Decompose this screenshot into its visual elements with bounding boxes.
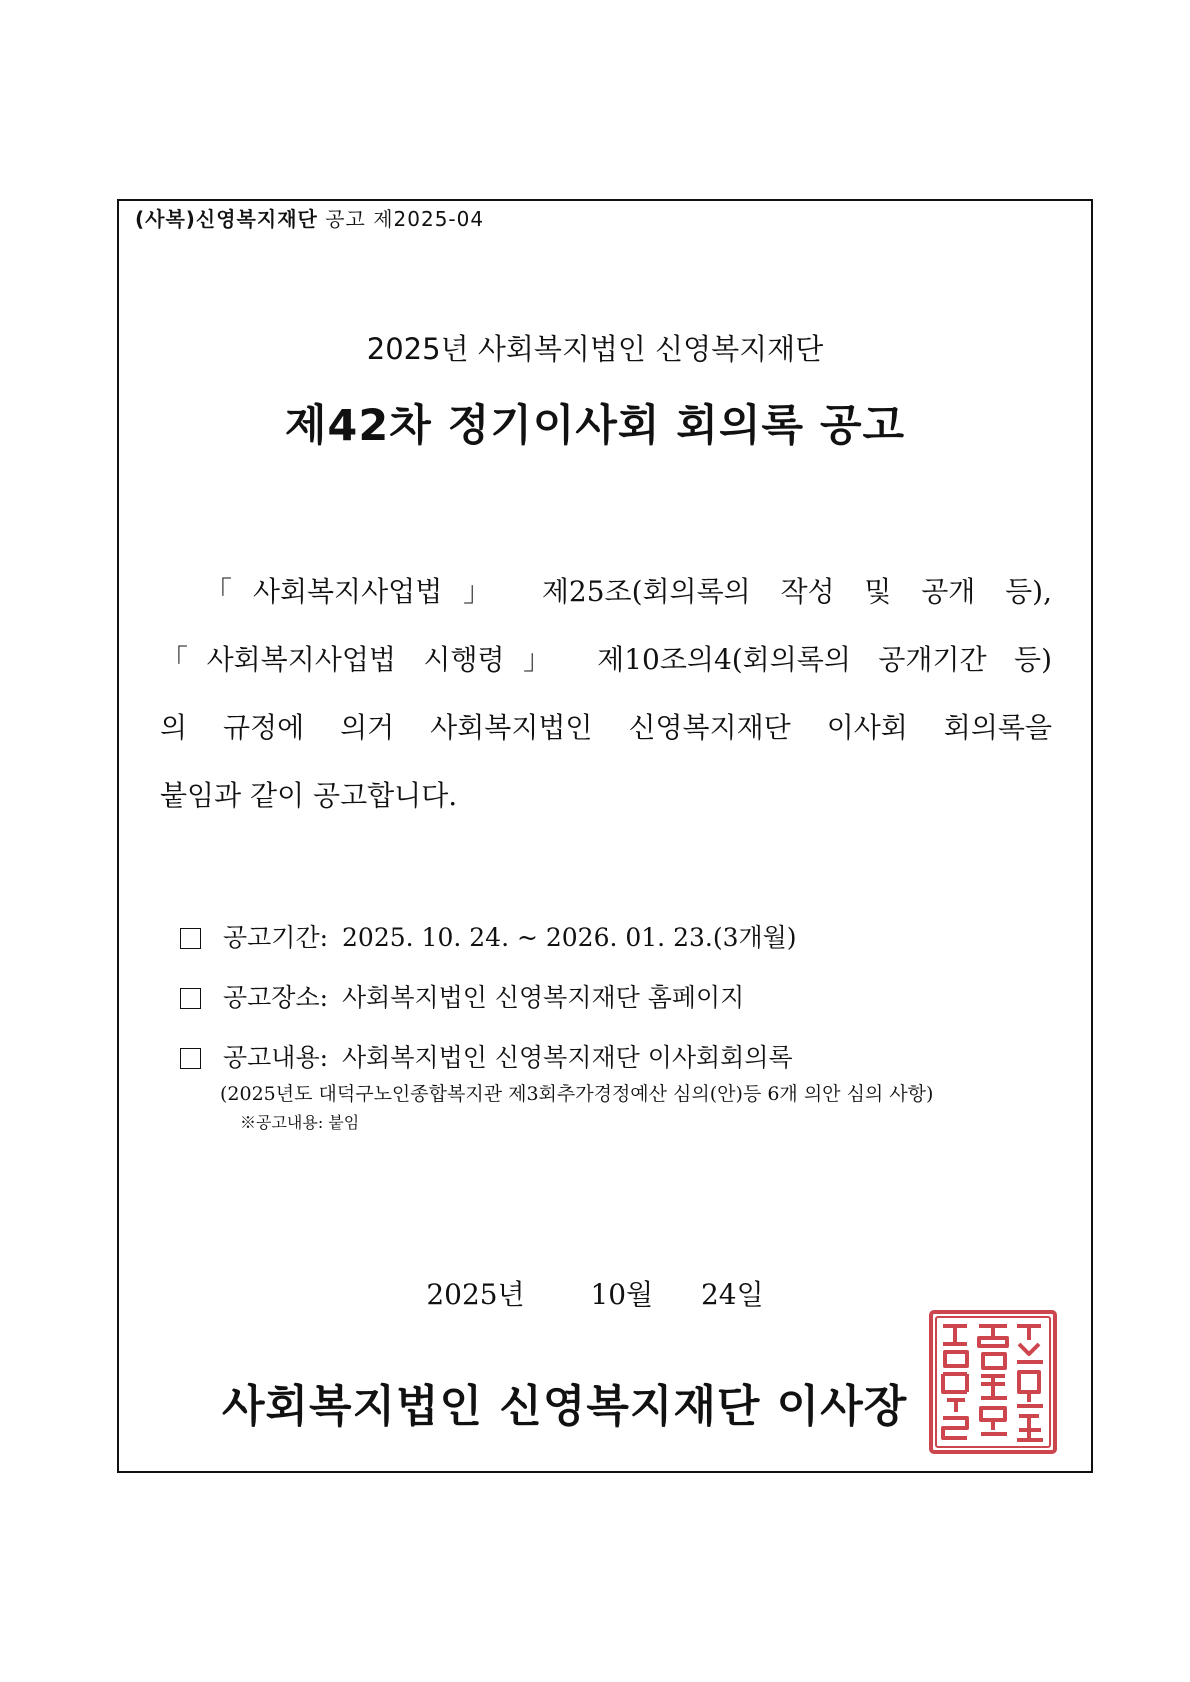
checkbox-icon bbox=[180, 988, 201, 1009]
notice-place-item bbox=[180, 968, 797, 1028]
item-value: 사회복지법인 신영복지재단 이사회회의록 bbox=[342, 1043, 793, 1072]
body-line: 「사회복지사업법」 제25조(회의록의 작성 및 공개 등), bbox=[204, 575, 1052, 608]
notice-list bbox=[180, 908, 797, 1088]
item-label: 공고내용: bbox=[223, 1043, 329, 1072]
body-paragraph bbox=[160, 558, 1052, 830]
date-year: 2025년 bbox=[426, 1278, 525, 1311]
date-day: 24일 bbox=[700, 1278, 764, 1311]
content-detail: (2025년도 대덕구노인종합복지관 제3회추가경정예산 심의(안)등 6개 의안 심의 사항) bbox=[220, 1083, 934, 1105]
body-line: 「사회복지사업법 시행령」 제10조의4(회의록의 공개기간 등) bbox=[160, 643, 1052, 676]
issuer-name: (사복)신영복지재단 bbox=[135, 207, 318, 231]
document-number bbox=[135, 203, 484, 232]
notice-date bbox=[0, 1273, 1190, 1313]
body-line: 의 규정에 의거 사회복지법인 신영복지재단 이사회 회의록을 bbox=[160, 711, 1052, 744]
item-value: 사회복지법인 신영복지재단 홈페이지 bbox=[342, 983, 745, 1012]
notice-period-item bbox=[180, 908, 797, 968]
checkbox-icon bbox=[180, 928, 201, 949]
signer-name: 사회복지법인 신영복지재단 이사장 bbox=[222, 1381, 908, 1432]
body-line: 붙임과 같이 공고합니다. bbox=[160, 779, 458, 812]
item-label: 공고기간: bbox=[223, 923, 329, 952]
official-seal-icon: 사회복지법인신영복지재단 bbox=[927, 1308, 1059, 1456]
subtitle: 2025년 사회복지법인 신영복지재단 bbox=[366, 332, 824, 366]
footnote: ※공고내용: 붙임 bbox=[240, 1113, 360, 1132]
date-month: 10월 bbox=[590, 1278, 654, 1311]
page-title: 제42차 정기이사회 회의록 공고 bbox=[284, 401, 906, 451]
notice-number: 공고 제2025-04 bbox=[325, 207, 485, 231]
checkbox-icon bbox=[180, 1048, 201, 1069]
item-label: 공고장소: bbox=[223, 983, 329, 1012]
item-value: 2025. 10. 24. ~ 2026. 01. 23.(3개월) bbox=[342, 923, 797, 952]
